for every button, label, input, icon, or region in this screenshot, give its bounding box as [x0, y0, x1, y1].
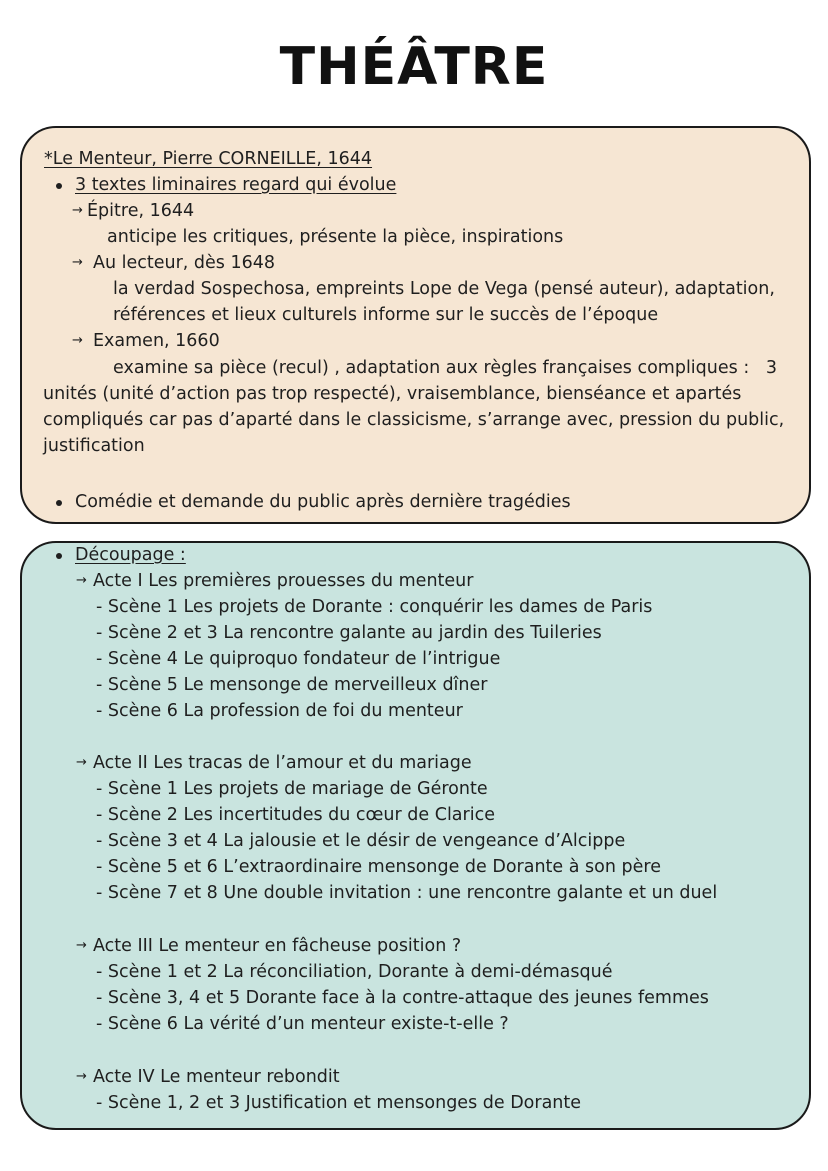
acte-2-scene: - Scène 5 et 6 L’extraordinaire mensonge de Dorante à son père: [96, 857, 661, 877]
arrow-icon: →: [72, 255, 83, 270]
examen-desc-2: unités (unité d’action pas trop respecté), vraisemblance, bienséance et apartés: [43, 384, 742, 404]
lecteur-desc-1: la verdad Sospechosa, empreints Lope de Vega (pensé auteur), adaptation,: [113, 279, 775, 299]
arrow-icon: →: [72, 203, 83, 218]
arrow-icon: →: [76, 1069, 87, 1084]
acte-2-scene: - Scène 7 et 8 Une double invitation : une rencontre galante et un duel: [96, 883, 718, 903]
bullet-icon: [56, 553, 62, 559]
decoupage-heading: Découpage :: [75, 545, 186, 565]
acte-3-scene: - Scène 6 La vérité d’un menteur existe-t-elle ?: [96, 1014, 509, 1034]
bullet-icon: [56, 183, 62, 189]
acte-4-scene: - Scène 1, 2 et 3 Justification et mensonges de Dorante: [96, 1093, 582, 1113]
acte-3-title: Acte III Le menteur en fâcheuse position ?: [93, 936, 462, 956]
acte-2-scene: - Scène 3 et 4 La jalousie et le désir de vengeance d’Alcippe: [96, 831, 626, 851]
acte-1-title: Acte I Les premières prouesses du menteur: [93, 571, 474, 591]
lecteur-title: Au lecteur, dès 1648: [93, 253, 276, 273]
bullet-liminaires: 3 textes liminaires regard qui évolue: [75, 175, 397, 195]
examen-title: Examen, 1660: [93, 331, 220, 351]
epitre-desc: anticipe les critiques, présente la pièce, inspirations: [107, 227, 564, 247]
acte-3-scene: - Scène 3, 4 et 5 Dorante face à la contre-attaque des jeunes femmes: [96, 988, 709, 1008]
acte-2-scene: - Scène 1 Les projets de mariage de Géronte: [96, 779, 488, 799]
acte-1-scene: - Scène 1 Les projets de Dorante : conquérir les dames de Paris: [96, 597, 653, 617]
page-title: THÉÂTRE: [279, 37, 549, 97]
acte-3-scene: - Scène 1 et 2 La réconciliation, Dorante à demi-démasqué: [96, 962, 613, 982]
bullet-icon: [56, 500, 62, 506]
work-heading: *Le Menteur, Pierre CORNEILLE, 1644: [44, 149, 373, 169]
bullet-comedie: Comédie et demande du public après dernière tragédies: [75, 492, 571, 512]
arrow-icon: →: [76, 938, 87, 953]
arrow-icon: →: [72, 333, 83, 348]
examen-desc-3: compliqués car pas d’aparté dans le classicisme, s’arrange avec, pression du public,: [43, 410, 785, 430]
epitre-title: Épitre, 1644: [87, 201, 195, 221]
acte-2-scene: - Scène 2 Les incertitudes du cœur de Clarice: [96, 805, 495, 825]
acte-1-scene: - Scène 4 Le quiproquo fondateur de l’intrigue: [96, 649, 501, 669]
acte-2-title: Acte II Les tracas de l’amour et du mariage: [93, 753, 472, 773]
acte-1-scene: - Scène 6 La profession de foi du menteur: [96, 701, 463, 721]
examen-desc-4: justification: [43, 436, 145, 456]
examen-desc-1: examine sa pièce (recul) , adaptation aux règles françaises compliques : 3: [113, 358, 778, 378]
acte-1-scene: - Scène 2 et 3 La rencontre galante au jardin des Tuileries: [96, 623, 602, 643]
lecteur-desc-2: références et lieux culturels informe sur le succès de l’époque: [113, 305, 659, 325]
acte-1-scene: - Scène 5 Le mensonge de merveilleux dîner: [96, 675, 488, 695]
arrow-icon: →: [76, 755, 87, 770]
arrow-icon: →: [76, 573, 87, 588]
acte-4-title: Acte IV Le menteur rebondit: [93, 1067, 340, 1087]
